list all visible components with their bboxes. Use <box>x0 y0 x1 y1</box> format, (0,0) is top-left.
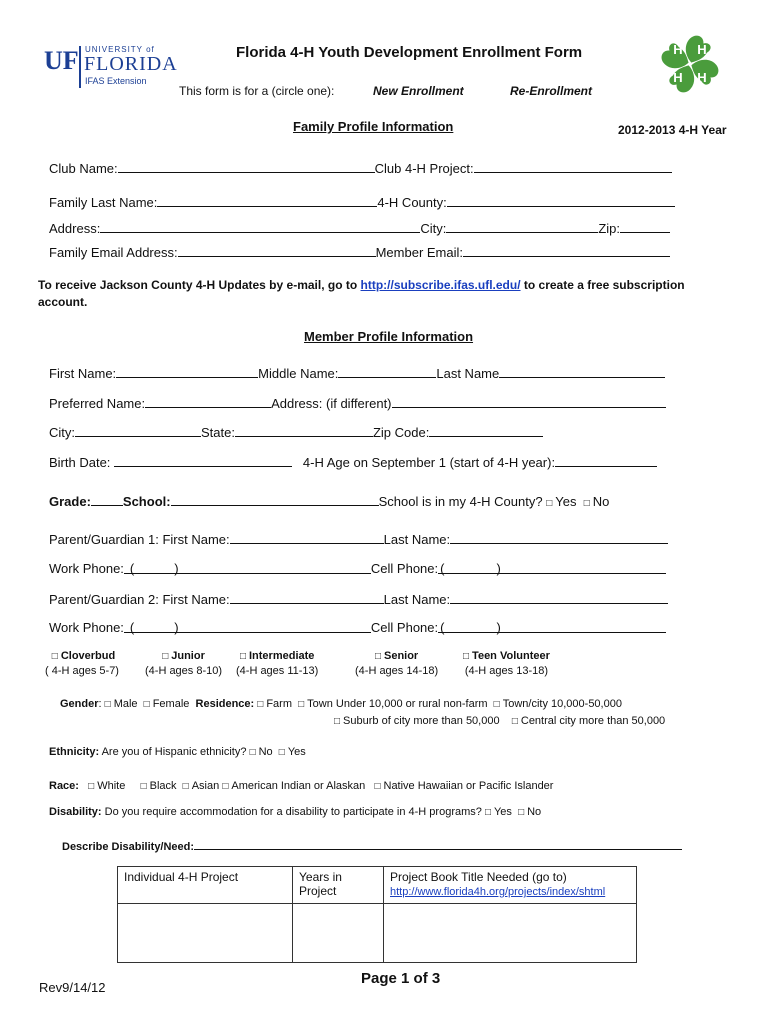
clover-h-3: H <box>673 70 683 85</box>
describe-disability-row <box>62 839 682 853</box>
central-city-checkbox[interactable]: □ <box>511 716 518 727</box>
parent2-phone-row <box>49 620 666 635</box>
parent1-last-label: Last Name: <box>383 532 451 547</box>
teen-volunteer-checkbox[interactable]: □ <box>463 651 470 662</box>
suburb-label: Suburb of city more than 50,000 <box>343 715 500 727</box>
work-phone-1-close-paren: ) <box>174 561 179 576</box>
school-label: School: <box>122 494 171 509</box>
parent1-row <box>49 531 668 547</box>
intermediate-label: Intermediate <box>248 650 315 662</box>
parent2-last-field[interactable] <box>450 591 668 604</box>
club-row <box>49 160 672 176</box>
logo-university-of: UNIVERSITY of <box>85 45 155 54</box>
zip-code-field[interactable] <box>429 424 543 437</box>
county-field[interactable] <box>447 194 675 207</box>
gender-label: Gender <box>60 698 99 710</box>
uf-logo <box>44 44 178 92</box>
cell-phone-1-label: Cell Phone: <box>370 561 439 576</box>
school-field[interactable] <box>171 493 379 506</box>
col-years <box>293 867 384 904</box>
parent2-first-label: Parent/Guardian 2: First Name: <box>49 592 230 607</box>
clover-h-2: H <box>697 42 707 57</box>
gender-residence-row: Gender: □ Male □ Female Residence: □ Farm □ Town Under 10,000 or rural non-farm □ Town/city 10,000-50,000 <box>60 698 622 710</box>
central-city-label: Central city more than 50,000 <box>520 715 666 727</box>
black-checkbox[interactable]: □ <box>140 781 147 792</box>
project-table <box>117 866 637 963</box>
last-name-field[interactable] <box>499 365 665 378</box>
black-label: Black <box>149 780 177 792</box>
parent1-first-label: Parent/Guardian 1: First Name: <box>49 532 230 547</box>
level-teen-volunteer[interactable] <box>463 650 550 677</box>
option-re-enrollment[interactable]: Re-Enrollment <box>510 84 593 98</box>
cloverbud-ages: ( 4-H ages 5-7) <box>45 665 119 677</box>
junior-checkbox[interactable]: □ <box>162 651 169 662</box>
farm-label: Farm <box>266 698 292 710</box>
col-individual-project-label: Individual 4-H Project <box>124 870 239 884</box>
col-book-title-label: Project Book Title Needed (go to) <box>390 870 567 884</box>
city-field[interactable] <box>446 220 598 233</box>
age-field[interactable] <box>555 454 657 467</box>
cell-phone-1-open-paren: ( <box>440 561 445 576</box>
family-last-name-label: Family Last Name: <box>49 195 158 210</box>
race-label: Race: <box>49 780 79 792</box>
birth-date-label: Birth Date: <box>49 455 111 470</box>
ethnicity-label: Ethnicity: <box>49 746 100 758</box>
disability-no-label: No <box>527 806 542 818</box>
member-address-label: Address: (if different) <box>271 396 392 411</box>
club-name-label: Club Name: <box>49 161 118 176</box>
american-indian-label: American Indian or Alaskan <box>231 780 366 792</box>
form-title: Florida 4-H Youth Development Enrollment Form <box>236 44 583 61</box>
female-label: Female <box>152 698 190 710</box>
native-hawaiian-label: Native Hawaiian or Pacific Islander <box>383 780 554 792</box>
work-phone-1-label: Work Phone: <box>49 561 124 576</box>
ethnicity-question: Are you of Hispanic ethnicity? <box>101 746 247 758</box>
zip-label: Zip: <box>598 221 620 236</box>
senior-ages: (4-H ages 14-18) <box>355 665 439 677</box>
junior-ages: (4-H ages 8-10) <box>145 665 223 677</box>
disability-question: Do you require accommodation for a disability to participate in 4-H programs? <box>104 806 482 818</box>
cell-phone-2-label: Cell Phone: <box>370 620 439 635</box>
level-junior[interactable] <box>145 650 222 677</box>
year-label: 2012-2013 4-H Year <box>618 123 727 137</box>
school-no-checkbox[interactable]: □ <box>583 498 590 509</box>
native-hawaiian-checkbox[interactable]: □ <box>374 781 381 792</box>
describe-disability-label: Describe Disability/Need: <box>62 841 195 853</box>
parent2-first-field[interactable] <box>230 591 384 604</box>
level-senior[interactable] <box>355 650 438 677</box>
zip-field[interactable] <box>620 220 670 233</box>
first-name-label: First Name: <box>49 366 117 381</box>
junior-label: Junior <box>171 650 205 662</box>
ethnicity-no-label: No <box>258 746 273 758</box>
member-email-field[interactable] <box>463 244 670 257</box>
town-under-10k-label: Town Under 10,000 or rural non-farm <box>307 698 488 710</box>
address-label: Address: <box>49 221 101 236</box>
circle-prompt: This form is for a (circle one): <box>179 84 335 98</box>
disability-yes-checkbox[interactable]: □ <box>484 807 491 818</box>
race-row <box>49 780 553 792</box>
member-city-label: City: <box>49 425 75 440</box>
family-profile-heading: Family Profile Information <box>293 119 454 134</box>
birth-row <box>49 454 657 470</box>
senior-checkbox[interactable]: □ <box>374 651 381 662</box>
subscribe-link[interactable]: http://subscribe.ifas.ufl.edu/ <box>360 278 521 292</box>
zip-code-label: Zip Code: <box>372 425 430 440</box>
parent2-last-label: Last Name: <box>383 592 451 607</box>
school-no-label: No <box>592 494 610 509</box>
table-header-row <box>118 867 637 904</box>
work-phone-1-field[interactable] <box>124 561 371 574</box>
cloverbud-label: Cloverbud <box>60 650 116 662</box>
disability-no-checkbox[interactable]: □ <box>518 807 525 818</box>
family-email-row <box>49 244 670 260</box>
family-email-label: Family Email Address: <box>49 245 178 260</box>
work-phone-2-field[interactable] <box>124 620 371 633</box>
town-10k-50k-label: Town/city 10,000-50,000 <box>502 698 622 710</box>
member-email-label: Member Email: <box>375 245 464 260</box>
project-books-link[interactable]: http://www.florida4h.org/projects/index/shtml <box>390 886 606 898</box>
col-book-title <box>384 867 637 904</box>
grade-label: Grade: <box>49 494 91 509</box>
work-phone-2-open-paren: ( <box>129 620 135 635</box>
subscribe-text-before: To receive Jackson County 4-H Updates by e-mail, go to <box>38 278 361 292</box>
city-label: City: <box>420 221 447 236</box>
describe-disability-field[interactable] <box>194 839 682 850</box>
birth-date-field[interactable] <box>114 454 292 467</box>
teen-volunteer-label: Teen Volunteer <box>472 650 550 662</box>
revision-label: Rev9/14/12 <box>39 980 106 995</box>
grade-field[interactable] <box>91 493 123 506</box>
cell-phone-2-open-paren: ( <box>440 620 445 635</box>
male-label: Male <box>113 698 138 710</box>
white-label: White <box>97 780 126 792</box>
farm-checkbox[interactable]: □ <box>257 699 264 710</box>
family-address-row <box>49 220 670 236</box>
cell-phone-1-close-paren: ) <box>496 561 501 576</box>
member-city-row <box>49 424 543 440</box>
level-cloverbud[interactable] <box>45 650 119 677</box>
school-yes-label: Yes <box>555 494 577 509</box>
work-phone-2-label: Work Phone: <box>49 620 124 635</box>
logo-ifas: IFAS Extension <box>85 76 147 86</box>
member-name-row <box>49 365 665 381</box>
white-checkbox[interactable]: □ <box>88 781 95 792</box>
last-name-label: Last Name <box>436 366 500 381</box>
disability-label: Disability: <box>49 806 102 818</box>
school-yes-checkbox[interactable]: □ <box>546 498 553 509</box>
years-cell[interactable] <box>293 904 384 963</box>
member-address-field[interactable] <box>392 395 666 408</box>
col-years-line2: Project <box>299 884 337 898</box>
residence-row-2 <box>334 715 665 727</box>
middle-name-field[interactable] <box>338 365 436 378</box>
parent1-phone-row <box>49 561 666 576</box>
first-name-field[interactable] <box>116 365 258 378</box>
disability-row <box>49 806 541 818</box>
cloverbud-checkbox[interactable]: □ <box>51 651 58 662</box>
club-name-field[interactable] <box>118 160 375 173</box>
ethnicity-row <box>49 746 306 758</box>
four-h-clover-logo <box>652 26 728 102</box>
preferred-row <box>49 395 666 411</box>
male-checkbox[interactable]: □ <box>104 699 111 710</box>
col-individual-project <box>118 867 293 904</box>
middle-name-label: Middle Name: <box>258 366 339 381</box>
col-years-line1: Years in <box>299 870 342 884</box>
residence-label: Residence: <box>195 698 255 710</box>
option-new-enrollment[interactable]: New Enrollment <box>373 84 464 98</box>
town-10k-50k-checkbox[interactable]: □ <box>493 699 500 710</box>
subscribe-notice <box>38 278 685 292</box>
county-label: 4-H County: <box>377 195 447 210</box>
intermediate-checkbox[interactable]: □ <box>239 651 246 662</box>
address-field[interactable] <box>100 220 420 233</box>
ethnicity-yes-label: Yes <box>287 746 306 758</box>
intermediate-ages: (4-H ages 11-13) <box>236 665 319 677</box>
table-row[interactable] <box>118 904 637 963</box>
state-label: State: <box>201 425 235 440</box>
clover-h-1: H <box>673 42 683 57</box>
family-last-name-field[interactable] <box>157 194 377 207</box>
member-profile-heading: Member Profile Information <box>304 329 474 344</box>
club-project-label: Club 4-H Project: <box>374 161 474 176</box>
work-phone-1-open-paren: ( <box>129 561 135 576</box>
project-cell[interactable] <box>118 904 293 963</box>
logo-divider <box>79 46 81 88</box>
family-name-row <box>49 194 675 210</box>
female-checkbox[interactable]: □ <box>143 699 150 710</box>
book-title-cell[interactable] <box>384 904 637 963</box>
town-under-10k-checkbox[interactable]: □ <box>298 699 305 710</box>
teen-volunteer-ages: (4-H ages 13-18) <box>464 665 549 677</box>
parent1-first-field[interactable] <box>230 531 384 544</box>
logo-uf-mark: UF <box>44 46 79 75</box>
ethnicity-no-checkbox[interactable]: □ <box>249 747 256 758</box>
parent2-row <box>49 591 668 607</box>
level-intermediate[interactable] <box>236 650 318 677</box>
member-city-field[interactable] <box>75 424 201 437</box>
age-question-label: 4-H Age on September 1 (start of 4-H year): <box>302 455 556 470</box>
subscribe-text-line2: account. <box>38 295 88 309</box>
suburb-checkbox[interactable]: □ <box>334 716 341 727</box>
cell-phone-1-field[interactable] <box>438 561 666 574</box>
preferred-name-field[interactable] <box>145 395 271 408</box>
asian-label: Asian <box>191 780 220 792</box>
work-phone-2-close-paren: ) <box>174 620 179 635</box>
cell-phone-2-close-paren: ) <box>496 620 501 635</box>
ethnicity-yes-checkbox[interactable]: □ <box>278 747 285 758</box>
cell-phone-2-field[interactable] <box>438 620 666 633</box>
family-email-field[interactable] <box>178 244 376 257</box>
page-number: Page 1 of 3 <box>361 970 441 987</box>
grade-row <box>49 493 609 509</box>
preferred-name-label: Preferred Name: <box>49 396 146 411</box>
state-field[interactable] <box>235 424 373 437</box>
american-indian-checkbox[interactable]: □ <box>222 781 229 792</box>
school-county-label: School is in my 4-H County? <box>378 494 543 509</box>
asian-checkbox[interactable]: □ <box>182 781 189 792</box>
disability-yes-label: Yes <box>493 806 512 818</box>
subscribe-text-after: to create a free subscription <box>520 278 685 292</box>
senior-label: Senior <box>383 650 419 662</box>
logo-florida: FLORIDA <box>84 53 178 75</box>
clover-h-4: H <box>697 70 707 85</box>
parent1-last-field[interactable] <box>450 531 668 544</box>
club-project-field[interactable] <box>474 160 672 173</box>
